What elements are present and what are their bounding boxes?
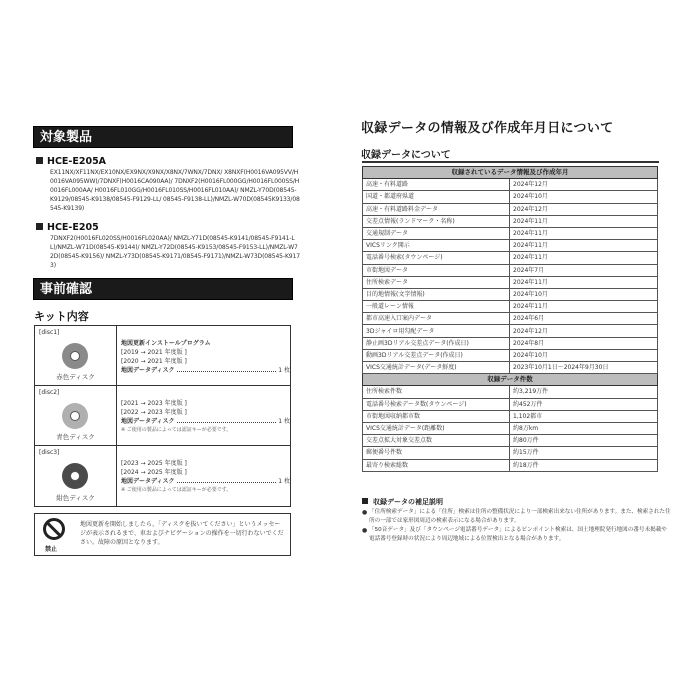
kit-table <box>34 325 291 507</box>
table-row: 電話番号検索データ数(タウンページ) 約452万件 <box>363 398 658 410</box>
version-range: [2024 → 2025 年度版 ] <box>121 469 187 476</box>
version-range: [2020 → 2021 年度版 ] <box>121 358 187 365</box>
table-row: 都市高速入口案内データ 2024年6月 <box>363 313 658 325</box>
square-bullet-icon <box>36 223 43 230</box>
prohibition-icon <box>43 518 65 540</box>
square-bullet-icon <box>36 157 43 164</box>
table-row: 目的地情報(文字情報) 2024年10月 <box>363 288 658 300</box>
square-bullet-icon <box>362 498 368 504</box>
disc-label: [disc3] <box>39 449 60 456</box>
auth-key-note: ※ ご使用の製品によっては認証キーが必要です。 <box>121 487 232 493</box>
table-row: 市街地図収納都市数 1,102都市 <box>363 410 658 422</box>
section-title-pre-check: 事前確認 <box>33 278 293 300</box>
version-range: [2021 → 2023 年度版 ] <box>121 400 187 407</box>
table-row: 動画3Dリアル交差点データ(作成日) 2024年10月 <box>363 349 658 361</box>
supplement-item: ● 「住所検索データ」による「住所」検索は住所の整備状況により一部検索出来ない住所があります。また、検索された住所の一部では家形図周辺の検索表示になる場合があります。 <box>362 509 671 524</box>
kit-row <box>35 446 290 506</box>
circle-bullet-icon: ● <box>362 527 368 534</box>
table-row: 電話番号検索(タウンページ) 2024年11月 <box>363 252 658 264</box>
disc-label: [disc2] <box>39 389 60 396</box>
table-row: 交差点拡大対象交差点数 約80万件 <box>363 435 658 447</box>
kit-row <box>35 386 290 446</box>
table-row: VICS交通統計データ(データ鮮度) 2023年10月1日～2024年9月30日 <box>363 362 658 374</box>
disc-color-name: 青色ディスク <box>56 433 95 441</box>
table-row: 郵便番号件数 約15万件 <box>363 447 658 459</box>
item-line: 地図データディスク 1 枚 <box>121 367 290 374</box>
table-row: 交差点情報(ランドマーク・名称) 2024年11月 <box>363 215 658 227</box>
section-subtitle: 収録データについて <box>361 150 451 161</box>
table-header: 収録されているデータ情報及び作成年月 <box>363 167 658 179</box>
table-row: VICS交通統計データ(距離数) 約8万km <box>363 422 658 434</box>
prohibition-label: 禁止 <box>45 546 58 553</box>
table-row: 住所検索データ 2024年11月 <box>363 276 658 288</box>
version-range: [2019 → 2021 年度版 ] <box>121 349 187 356</box>
page-title: 収録データの情報及び作成年月日について <box>361 121 614 136</box>
disc-color-name: 紺色ディスク <box>56 494 95 502</box>
disc-label: [disc1] <box>39 329 60 336</box>
circle-bullet-icon: ● <box>362 509 368 516</box>
table-row: 市街地図データ 2024年7月 <box>363 264 658 276</box>
program-name: 地図更新インストールプログラム <box>121 340 211 347</box>
model-list: 7DNXF2(H0016FL020SS/H0016FL020AA)/ NMZL-Y71D(08545-K9141/08545-F9141-LL)/NMZL-W71D(08545-K9144)/ NMZL-Y72D(08545-K9153/08545-F9153-LL)/NMZL-W72D(08545-K9156)/ NMZL-Y73D(08545-K9171/08545-F9171)/NMZL-W73D(08545-K9173) <box>50 235 300 269</box>
section-title-target-products: 対象製品 <box>33 126 293 148</box>
table-row: 3Dジャイロ用勾配データ 2024年12月 <box>363 325 658 337</box>
table-row: 国道・都道府県道 2024年10月 <box>363 191 658 203</box>
kit-row <box>35 326 290 386</box>
version-range: [2022 → 2023 年度版 ] <box>121 409 187 416</box>
disc-icon <box>62 403 88 429</box>
prohibition-notice <box>34 513 291 556</box>
table-row: 高速・有料道路料金データ 2024年12月 <box>363 203 658 215</box>
item-line: 地図データディスク 1 枚 <box>121 478 290 485</box>
table-row: 交通規制データ 2024年11月 <box>363 227 658 239</box>
table-row: 住所検索件数 約3,219万件 <box>363 386 658 398</box>
disc-icon <box>62 463 88 489</box>
prohibition-text: 地図更新を開始しましたら、「ディスクを抜いてください」というメッセージが表示されるまで、車およびナビゲーションの操作を一切行わないでください。故障の原因となります。 <box>80 521 284 546</box>
data-info-table <box>362 166 658 472</box>
table-row: 静止画3Dリアル交差点データ(作成日) 2024年8月 <box>363 337 658 349</box>
table-row: VICSリンク開示 2024年11月 <box>363 240 658 252</box>
model-heading: HCE-E205A <box>36 156 106 167</box>
auth-key-note: ※ ご使用の製品によっては認証キーが必要です。 <box>121 427 232 433</box>
table-row: 最寄り検索総数 約18万件 <box>363 459 658 471</box>
table-row: 一般道レーン情報 2024年11月 <box>363 301 658 313</box>
version-range: [2023 → 2025 年度版 ] <box>121 460 187 467</box>
supplement-item: ● 「50音データ」及び「タウンページ電話番号データ」によるピンポイント検索は、国土地理院発行地図の番号未掲載や電話番号登録時の状況により周辺地域による位置検出となる場合があります。 <box>362 527 667 542</box>
divider <box>362 161 659 163</box>
model-heading: HCE-E205 <box>36 222 99 233</box>
supplement-heading: 収録データの補足説明 <box>362 497 443 507</box>
disc-color-name: 赤色ディスク <box>56 373 95 381</box>
table-header: 収録データ件数 <box>363 374 658 386</box>
kit-contents-heading: キット内容 <box>34 310 89 323</box>
item-line: 地図データディスク 1 枚 <box>121 418 290 425</box>
disc-icon <box>62 343 88 369</box>
supplement-list <box>362 508 672 544</box>
table-row: 高速・有料道路 2024年12月 <box>363 179 658 191</box>
model-list: EX11NX/XF11NX/EX10NX/EX9NX/X9NX/X8NX/7WNX/7DNX/ X8NXF(H0016VA095VV/H0016VA095WW)/7DNXF(H0016CA090AA)/ 7DNXF2(H0016FL000GG/H0016FL000SS/H0016FL000AA/ H0016FL010GG/H0016FL010SS/H0016FL010AA)/ NMZL-Y70D(08545-K9129/08545-K9138/08545-F9129-LL/ 08545-F9138-LL)/NMZL-W70D(08545K9133/08545-K9139) <box>50 169 300 212</box>
